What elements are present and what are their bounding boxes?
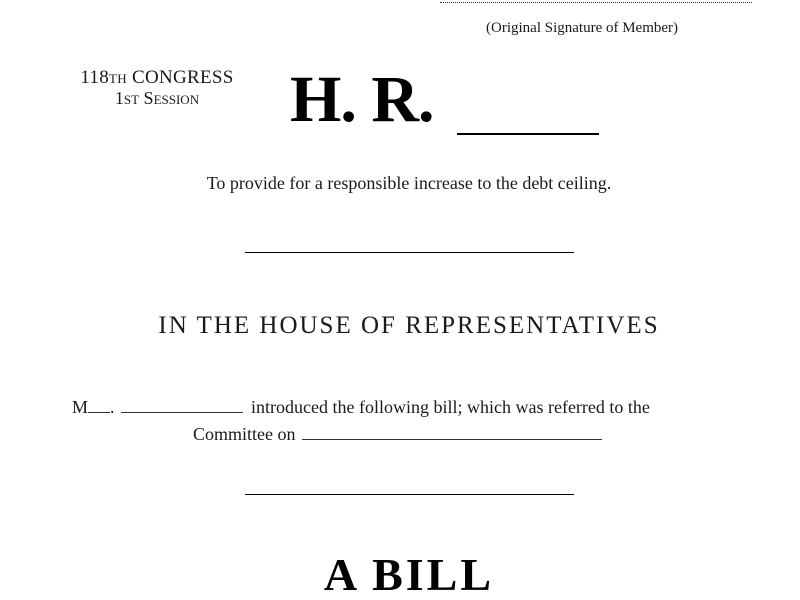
committee-name-blank — [302, 421, 602, 440]
chamber-heading: IN THE HOUSE OF REPRESENTATIVES — [158, 312, 660, 339]
committee-line — [193, 421, 602, 445]
congress-number: 118th CONGRESS — [80, 67, 234, 88]
session-number: 1st Session — [114, 88, 200, 108]
bill-designation: H. R. — [290, 63, 434, 136]
introduction-line — [72, 394, 650, 418]
congress-session-block — [58, 68, 256, 108]
member-name-blank — [121, 394, 243, 413]
member-prefix: M — [72, 397, 89, 417]
committee-label: Committee on — [193, 424, 296, 444]
divider-rule — [245, 494, 574, 495]
introduction-text: introduced the following bill; which was referred to the — [251, 397, 650, 417]
divider-rule — [245, 252, 574, 253]
signature-caption: (Original Signature of Member) — [486, 20, 679, 36]
bill-purpose: To provide for a responsible increase to the debt ceiling. — [206, 173, 612, 193]
member-title-blank — [88, 394, 110, 413]
member-period: . — [110, 397, 115, 417]
signature-line — [440, 2, 752, 3]
bill-number-blank — [457, 133, 599, 135]
bill-label: A BILL — [323, 549, 495, 600]
